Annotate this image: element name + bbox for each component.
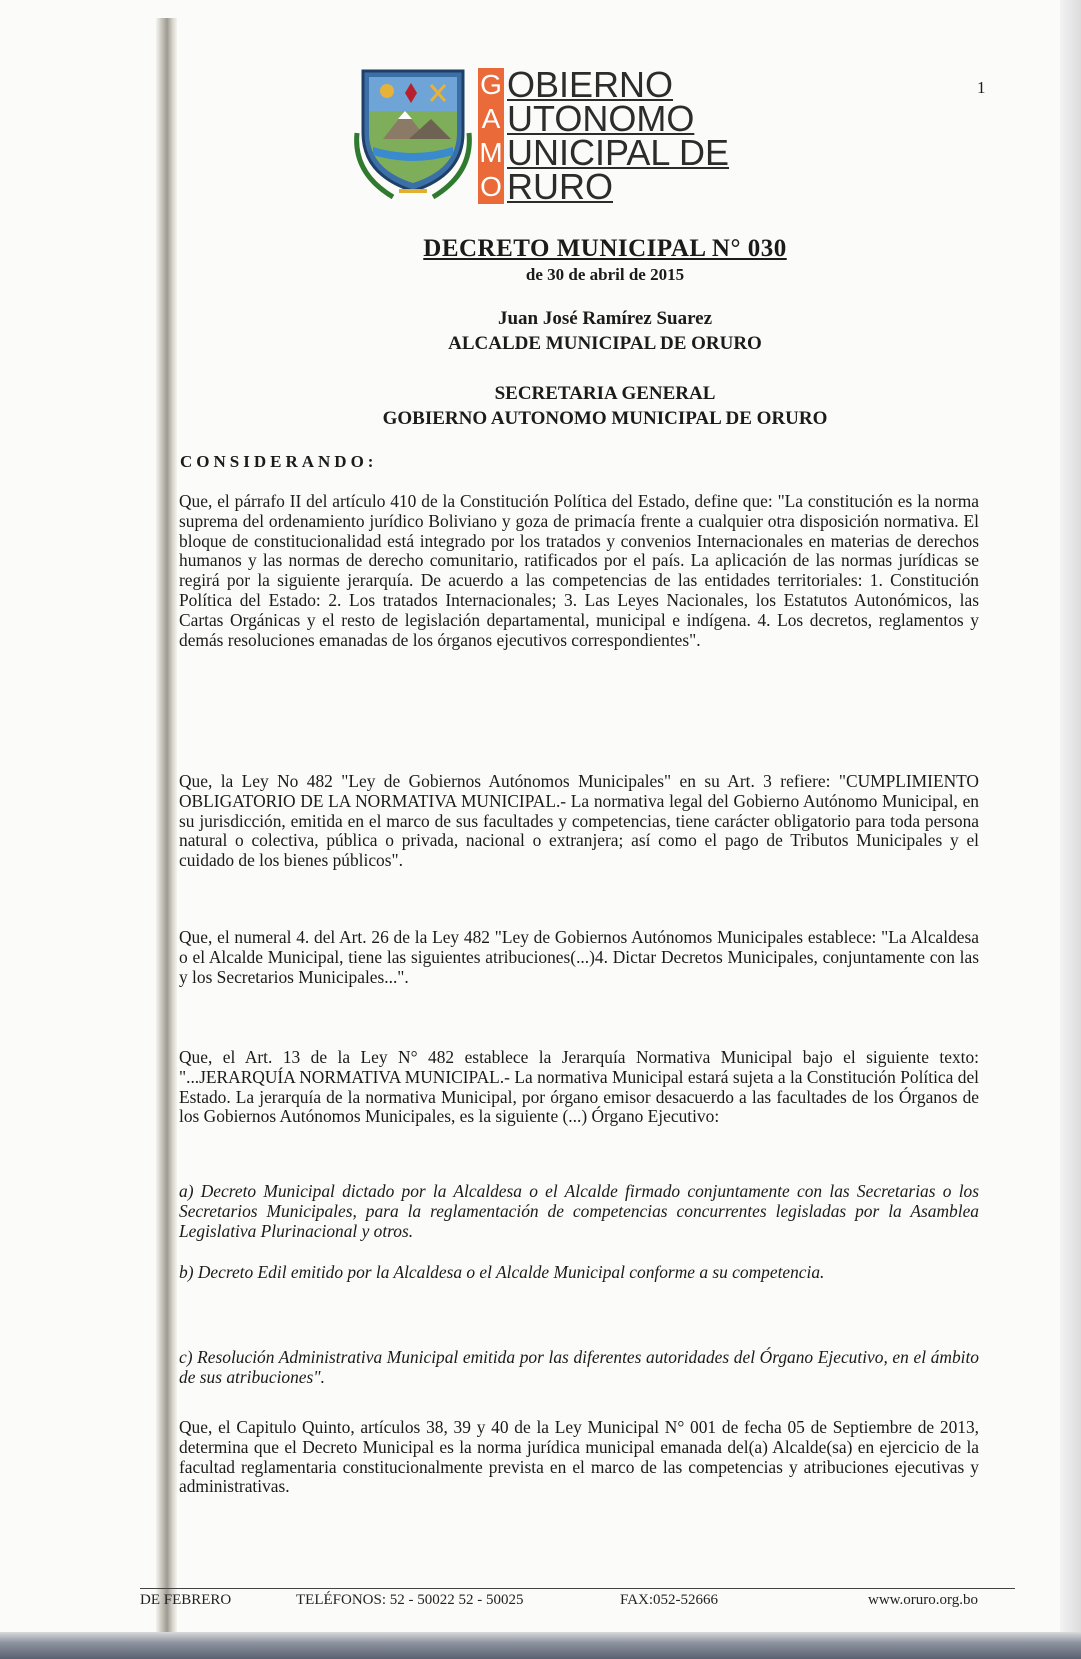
body-paragraph: Que, el numeral 4. del Art. 26 de la Ley 482 "Ley de Gobiernos Autónomos Municipales establece: "La Alcaldesa o el Alcalde Municipal, tiene las siguientes atribuciones(...)4. Dictar Decretos Municipales, conjuntamente con las y los Secretarios Municipales...".: [179, 927, 979, 987]
wordmark-word: UTONOMO: [507, 98, 695, 139]
coat-of-arms-logo: [353, 63, 473, 201]
scan-edge: [1060, 0, 1081, 1659]
considerando-heading: CONSIDERANDO:: [180, 452, 378, 471]
footer-fax: FAX:052-52666: [620, 1592, 719, 1608]
page-number: 1: [977, 78, 986, 97]
wordmark-initial: A: [478, 102, 504, 136]
footer-address: DE FEBRERO: [140, 1592, 232, 1608]
mayor-title: ALCALDE MUNICIPAL DE ORURO: [448, 333, 762, 354]
wordmark-word: RURO: [507, 166, 613, 207]
mayor-name: Juan José Ramírez Suarez: [497, 308, 713, 329]
wordmark-word: OBIERNO: [507, 64, 674, 105]
footer-divider: [140, 1588, 1015, 1589]
body-paragraph: Que, el Art. 13 de la Ley N° 482 establece la Jerarquía Normativa Municipal bajo el siguiente texto: "...JERARQUÍA NORMATIVA MUNICIPAL.- La normativa Municipal estará sujeta a la Constitución Política del Estado. La jerarquía de la normativa Municipal, por órgano emisor desacuerdo a las facultades de los Órganos de los Gobiernos Autónomos Municipales, es la siguiente (...) Órgano Ejecutivo:: [179, 1047, 979, 1127]
footer-phones: TELÉFONOS: 52 - 50022 52 - 50025: [296, 1592, 524, 1608]
list-item-a: a) Decreto Municipal dictado por la Alcaldesa o el Alcalde firmado conjuntamente con las Secretarias o los Secretarios Municipales, para la reglamentación de competencias concurrentes legisladas por la Asamblea Legislativa Plurinacional y otros.: [179, 1181, 979, 1241]
list-item-c: c) Resolución Administrativa Municipal emitida por las diferentes autoridades del Órgano Ejecutivo, en el ámbito de sus atribuciones".: [179, 1347, 979, 1387]
secretariat-title: SECRETARIA GENERAL: [494, 383, 716, 404]
list-item-b: b) Decreto Edil emitido por la Alcaldesa o el Alcalde Municipal conforme a su competencia.: [179, 1262, 825, 1282]
body-paragraph: Que, el Capitulo Quinto, artículos 38, 39 y 40 de la Ley Municipal N° 001 de fecha 05 de Septiembre de 2013, determina que el Decreto Municipal es la norma jurídica municipal emanada del(a) Alcalde(sa) en ejercicio de la facultad reglamentaria constitucionalmente prevista en el marco de las competencias y atribuciones ejecutivas y administrativas.: [179, 1417, 979, 1497]
body-paragraph: Que, el párrafo II del artículo 410 de la Constitución Política del Estado, define que: "La constitución es la norma suprema del ordenamiento jurídico Boliviano y goza de primacía frente a cualquier otra disposición normativa. El bloque de constitucionalidad está integrado por los tratados y convenios Internacionales en materias de derechos humanos y las normas de derecho comunitario, ratificados por el país. La aplicación de las normas jurídicas se regirá por la siguiente jerarquía. De acuerdo a las competencias de las entidades territoriales: 1. Constitución Política del Estado: 2. Los tratados Internacionales; 3. Las Leyes Nacionales, los Estatutos Autonómicos, las Cartas Orgánicas y el resto de legislación departamental, municipal e indígena. 4. Los decretos, reglamentos y demás resoluciones emanadas de los órganos ejecutivos correspondientes".: [179, 491, 979, 650]
scan-bottom-edge: [0, 1632, 1081, 1659]
decree-title: DECRETO MUNICIPAL N° 030: [423, 235, 787, 262]
wordmark-initial: O: [478, 170, 504, 204]
government-title: GOBIERNO AUTONOMO MUNICIPAL DE ORURO: [382, 408, 828, 429]
decree-date: de 30 de abril de 2015: [525, 265, 685, 284]
wordmark-word: UNICIPAL DE: [507, 132, 730, 173]
wordmark-initial: M: [479, 137, 503, 168]
body-paragraph: Que, la Ley No 482 "Ley de Gobiernos Autónomos Municipales" en su Art. 3 refiere: "CUMPLIMIENTO OBLIGATORIO DE LA NORMATIVA MUNICIPAL.- La normativa legal del Gobierno Autónomo Municipal, en su jurisdicción, emitida en el marco de sus facultades y competencias, tiene carácter obligatorio para toda persona natural o colectiva, pública o privada, nacional o extranjera; así como el pago de Tributos Municipales y el cuidado de los bienes públicos".: [179, 771, 979, 871]
wordmark-initial: G: [478, 68, 504, 102]
gamo-wordmark: [478, 64, 730, 207]
footer-website: www.oruro.org.bo: [868, 1592, 978, 1608]
